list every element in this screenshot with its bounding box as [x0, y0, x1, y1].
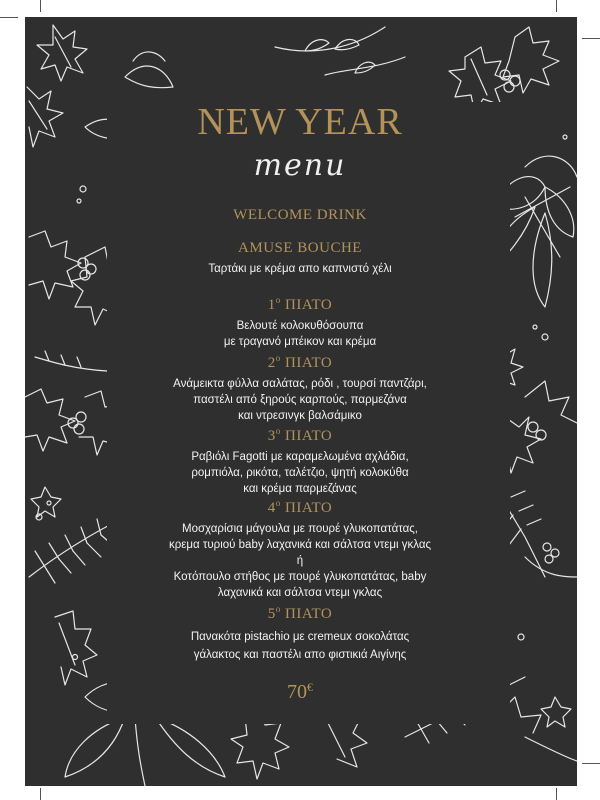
course-number: 3 — [267, 428, 276, 444]
course-line: ή — [296, 555, 304, 567]
menu-price — [0, 681, 600, 704]
amuse-bouche-text: Ταρτάκι με κρέμα απο καπνιστό χέλι — [208, 263, 392, 275]
course-line: Ανάμεικτα φύλλα σαλάτας, ρόδι , τουρσί παντζάρι, — [173, 378, 427, 390]
course-line: και ντρεσινγκ βαλσάμικο — [238, 410, 362, 422]
course-number: 5 — [267, 606, 276, 622]
course-line: Βελουτέ κολοκυθόσουπα — [236, 320, 364, 332]
course-2-heading — [0, 355, 600, 372]
course-word: ΠΙΑΤΟ — [285, 500, 333, 516]
course-word: ΠΙΑΤΟ — [285, 606, 333, 622]
course-1-text — [0, 318, 600, 350]
course-2-text — [0, 376, 600, 424]
course-4-text — [0, 521, 600, 601]
course-number: 4 — [267, 500, 276, 516]
course-line: με τραγανό μπέικον και κρέμα — [223, 336, 377, 348]
crop-mark — [582, 38, 600, 39]
course-number: 1 — [267, 297, 276, 313]
course-number: 2 — [267, 355, 276, 371]
menu-subtitle: menu — [253, 148, 347, 183]
ordinal-sup: ο — [275, 604, 281, 614]
course-4-heading — [0, 500, 600, 517]
price-currency: € — [307, 680, 313, 694]
course-line: Πανακότα pistachio με cremeux σοκολάτας — [190, 631, 410, 643]
course-line: Μοσχαρίσια μάγουλα με πουρέ γλυκοπατάτας, — [181, 523, 418, 535]
course-line: λαχανικά και σάλτσα ντεμι γκλας — [217, 587, 383, 599]
amuse-bouche-heading: AMUSE BOUCHE — [238, 240, 362, 256]
course-1-heading — [0, 297, 600, 314]
course-word: ΠΙΑΤΟ — [285, 297, 333, 313]
course-line: Κοτόπουλο στήθος με πουρέ γλυκοπατάτας, baby — [173, 571, 427, 583]
course-line: παστέλι από ξηρούς καρπούς, παρμεζάνα — [193, 394, 407, 406]
ordinal-sup: ο — [275, 498, 281, 508]
course-5-heading — [0, 606, 600, 623]
crop-mark — [40, 0, 41, 12]
crop-mark — [0, 17, 18, 18]
menu-title: NEW YEAR — [197, 101, 403, 143]
crop-mark — [40, 788, 41, 800]
course-line: κρεμα τυριού baby λαχανικά και σάλτσα ντεμι γκλας — [168, 539, 432, 551]
course-word: ΠΙΑΤΟ — [285, 428, 333, 444]
course-line: Ραβιόλι Fagotti με καραμελωμένα αχλάδια, — [191, 451, 409, 463]
course-3-heading — [0, 428, 600, 445]
course-line: και κρέμα παρμεζάνας — [243, 483, 357, 495]
course-word: ΠΙΑΤΟ — [285, 355, 333, 371]
course-5-text — [0, 628, 600, 664]
price-value: 70 — [287, 681, 307, 703]
welcome-drink-heading: WELCOME DRINK — [233, 207, 367, 223]
course-3-text — [0, 449, 600, 497]
course-line: ρομπιόλα, ρικότα, ταλέτζιο, ψητή κολοκύθα — [191, 467, 409, 479]
crop-mark — [556, 0, 557, 12]
ordinal-sup: ο — [275, 295, 281, 305]
ordinal-sup: ο — [275, 353, 281, 363]
course-line: γάλακτος και παστέλι απο φιστικιά Αιγίνης — [193, 649, 407, 661]
crop-mark — [582, 763, 600, 764]
ordinal-sup: ο — [275, 426, 281, 436]
crop-mark — [556, 788, 557, 800]
